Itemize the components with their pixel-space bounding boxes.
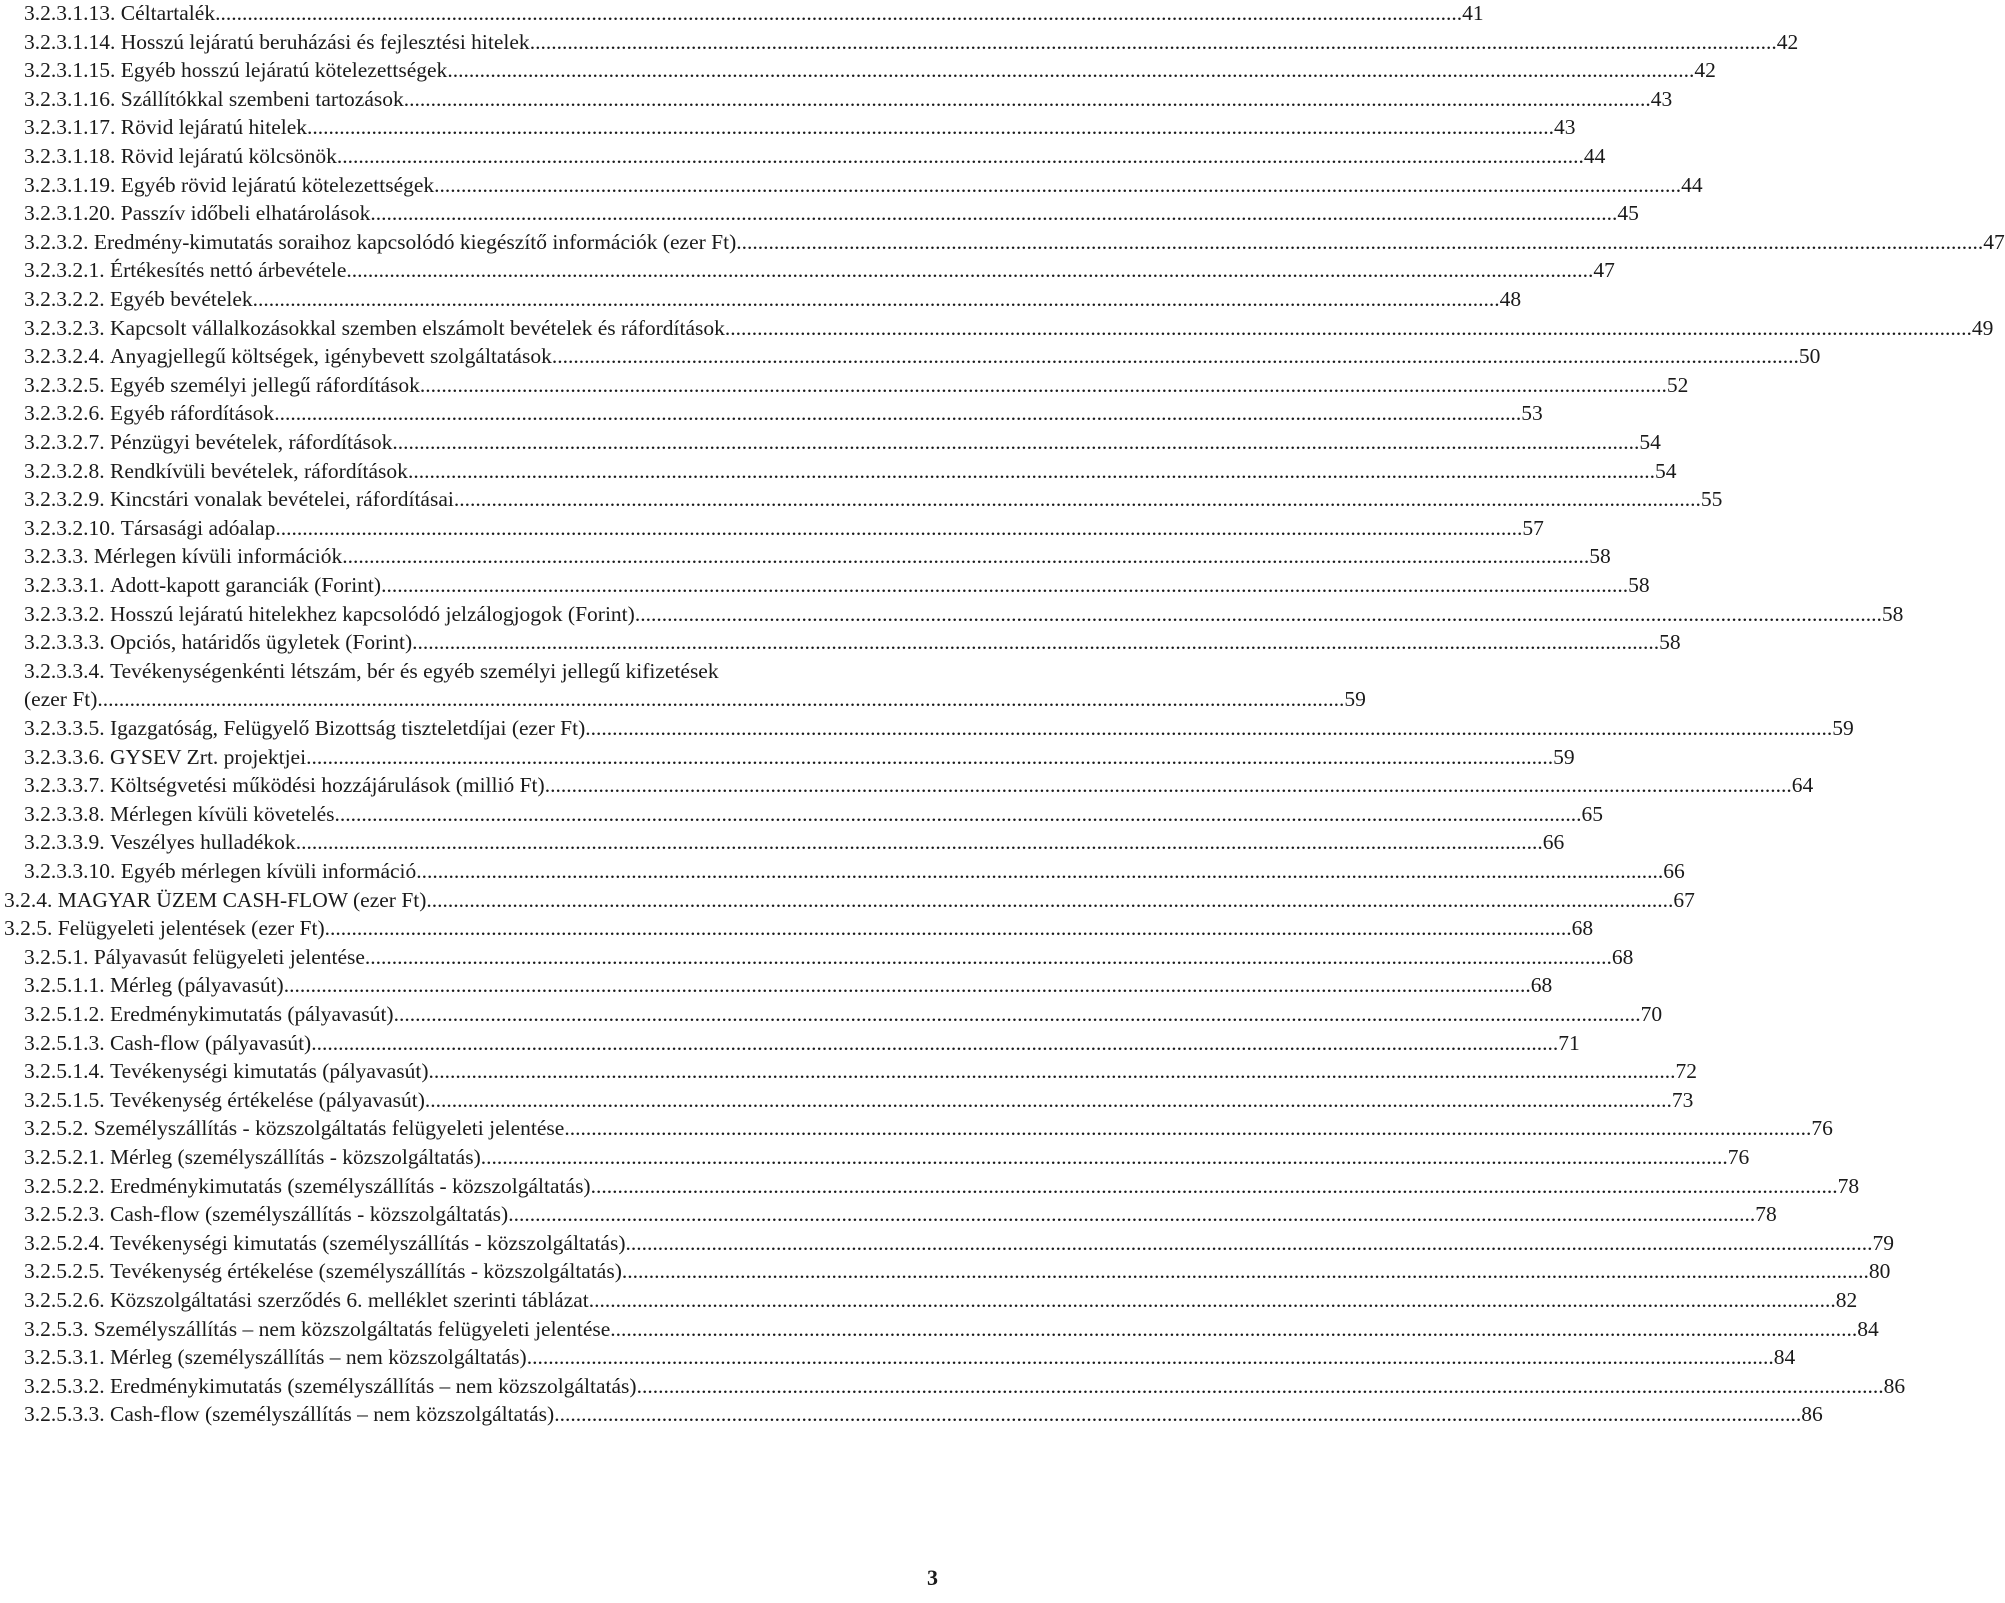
toc-entry-page: 55 [1700,487,1723,512]
dot-leader [545,772,1792,798]
toc-entry-title: Felügyeleti jelentések (ezer Ft) [57,916,325,941]
toc-entry-number: 3.2.5. [4,916,53,941]
toc-entry-title: Anyagjellegű költségek, igénybevett szolgáltatások [110,344,552,369]
toc-entry-number: 3.2.3.1.16. [24,86,116,111]
toc-entry-title: Tevékenység értékelése (pályavasút) [110,1087,425,1112]
dot-leader [591,1173,1838,1199]
toc-entry-title: Rendkívüli bevételek, ráfordítások [110,458,408,483]
dot-leader [429,1058,1676,1084]
toc-entry-title: Mérlegen kívüli információk [93,544,343,569]
toc-entry-title: Egyéb mérlegen kívüli információ [120,859,417,883]
toc-entry-title: Társasági adóalap [120,515,276,540]
toc-entry-number: 3.2.4. [4,887,53,912]
toc-entry-title: Egyéb személyi jellegű ráfordítások [110,372,420,397]
toc-entry-number: 3.2.5.2.2. [24,1173,105,1198]
toc-entry-page: 54 [1639,430,1661,454]
toc-entry-number: 3.2.5.1. [24,944,89,969]
toc-entry-page: 86 [1883,1373,1906,1398]
dot-leader [508,1201,1755,1227]
toc-entry-number: 3.2.5.3.3. [24,1402,105,1427]
toc-entry-title: Hosszú lejáratú beruházási és fejlesztési hitelek [120,29,530,54]
toc-entry-title-continuation: (ezer Ft) [24,687,98,712]
dot-leader [585,715,1832,741]
toc-entry-page: 84 [1773,1345,1796,1370]
toc-entry-title: Egyéb bevételek [110,287,253,311]
toc-entry-number: 3.2.3.1.14. [24,29,116,54]
toc-entry-number: 3.2.5.3.1. [24,1345,105,1370]
toc-entry-title: Cash-flow (személyszállítás – nem közszolgáltatás) [110,1402,555,1427]
toc-entry-number: 3.2.5.2.3. [24,1202,105,1227]
dot-leader [97,686,1344,712]
toc-entry-page: 43 [1554,115,1576,140]
toc-entry-page: 43 [1650,86,1673,111]
toc-entry-number: 3.2.3.2.9. [24,487,105,512]
toc-entry-title: Mérleg (pályavasút) [110,973,284,998]
toc-entry-number: 3.2.3.3.6. [24,744,105,769]
dot-leader [370,200,1617,226]
toc-entry-page: 73 [1671,1087,1694,1112]
toc-entry-title: Kapcsolt vállalkozásokkal szemben elszámolt bevételek és ráfordítások [110,315,725,340]
toc-entry-title: Egyéb ráfordítások [110,401,275,426]
dot-leader [736,229,1983,255]
toc-entry-number: 3.2.5.2.5. [24,1259,105,1284]
toc-entry-page: 79 [1872,1230,1895,1255]
dot-leader [725,315,1972,341]
toc-entry-number: 3.2.5.1.1. [24,973,105,998]
dot-leader [610,1316,1857,1342]
toc-entry-number: 3.2.3.3.9. [24,830,105,855]
toc-entry-title: Kincstári vonalak bevételei, ráfordításai [110,487,454,512]
toc-entry-title: Közszolgáltatási szerződés 6. melléklet szerinti táblázat [110,1288,589,1312]
toc-entry-page: 42 [1776,29,1799,54]
toc-entry-title: Tevékenységenkénti létszám, bér és egyéb személyi jellegű kifizetések [110,658,719,683]
toc-entry-number: 3.2.3.1.13. [24,1,116,25]
toc-entry-page: 59 [1344,687,1366,712]
toc-entry-title: Tevékenységi kimutatás (személyszállítás - közszolgáltatás) [110,1230,626,1255]
toc-entry-page: 44 [1583,144,1606,168]
toc-entry-page: 68 [1571,916,1594,941]
dot-leader [626,1230,1873,1256]
dot-leader [337,143,1584,169]
toc-entry-title: Rövid lejáratú hitelek [120,115,308,140]
toc-entry-title: Igazgatóság, Felügyelő Bizottság tiszteletdíjai (ezer Ft) [110,716,586,740]
toc-entry-title: Tevékenységi kimutatás (pályavasút) [110,1059,429,1084]
toc-entry-title: Mérlegen kívüli követelés [110,801,335,826]
toc-entry-title: Személyszállítás - közszolgáltatás felügyeleti jelentése [93,1116,565,1141]
toc-entry-title: Passzív időbeli elhatárolások [120,201,371,226]
page-number: 3 [927,1565,938,1590]
toc-entry-page: 45 [1617,201,1639,226]
toc-entry-title: Veszélyes hulladékok [110,830,296,855]
toc-entry-page: 48 [1499,287,1522,311]
dot-leader [530,29,1777,55]
dot-leader [552,343,1799,369]
toc-entry-number: 3.2.3.1.17. [24,115,116,140]
dot-leader [381,572,1628,598]
toc-entry-number: 3.2.3.2.3. [24,315,105,340]
toc-entry-number: 3.2.3.3.8. [24,801,105,826]
dot-leader [392,429,1639,455]
dot-leader [325,915,1572,941]
dot-leader [335,801,1582,827]
toc-entry-number: 3.2.5.2.1. [24,1145,105,1169]
dot-leader [306,744,1553,770]
toc-entry-title: Egyéb rövid lejáratú kötelezettségek [120,172,435,197]
toc-entry-page: 57 [1522,515,1544,540]
dot-leader [416,858,1663,884]
toc-entry-title: Pénzügyi bevételek, ráfordítások [110,430,393,454]
toc-entry-title: Eredménykimutatás (pályavasút) [110,1002,394,1026]
toc-entry-number: 3.2.3.3. [24,544,89,569]
toc-entry-title: Költségvetési működési hozzájárulások (millió Ft) [110,773,545,798]
toc-entry-number: 3.2.3.3.4. [24,658,105,683]
toc-entry-title: Rövid lejáratú kölcsönök [120,144,337,168]
toc-entry-page: 42 [1694,58,1716,83]
toc-entry-page: 76 [1727,1145,1750,1169]
toc-entry-number: 3.2.5.2.6. [24,1288,105,1312]
toc-entry-title: Eredmény-kimutatás soraihoz kapcsolódó kiegészítő információk (ezer Ft) [93,229,737,254]
dot-leader [253,286,1500,312]
toc-entry-number: 3.2.5.1.4. [24,1059,105,1084]
toc-entry-title: Adott-kapott garanciák (Forint) [110,573,382,597]
toc-entry-page: 58 [1589,544,1611,569]
toc-entry-page: 72 [1675,1059,1698,1084]
toc-entry-number: 3.2.3.2.6. [24,401,105,426]
toc-entry-page: 54 [1654,458,1677,483]
dot-leader [426,887,1673,913]
toc-entry-number: 3.2.3.3.3. [24,630,105,655]
toc-entry-number: 3.2.3.2. [24,229,89,254]
toc-entry-number: 3.2.3.2.10. [24,515,116,540]
toc-entry-title: Opciós, határidős ügyletek (Forint) [110,630,413,655]
toc-entry-number: 3.2.5.1.5. [24,1087,105,1112]
dot-leader [342,543,1589,569]
toc-entry-number: 3.2.3.3.1. [24,573,105,597]
toc-entry-number: 3.2.3.1.15. [24,58,116,83]
toc-entry-page: 82 [1835,1288,1858,1312]
dot-leader [622,1258,1869,1284]
dot-leader [447,57,1694,83]
dot-leader [425,1087,1672,1113]
toc-entry-page: 78 [1837,1173,1860,1198]
toc-entry-number: 3.2.3.2.1. [24,258,105,283]
toc-entry-page: 58 [1659,630,1681,655]
toc-entry-page: 64 [1791,773,1814,798]
dot-leader [215,0,1462,26]
toc-entry-title: Céltartalék [120,1,216,25]
toc-entry-title: Cash-flow (személyszállítás - közszolgáltatás) [110,1202,509,1227]
toc-entry-title: Pályavasút felügyeleti jelentése [93,944,365,969]
toc-entry-number: 3.2.5.1.2. [24,1002,105,1026]
dot-leader [296,829,1543,855]
toc-entry-number: 3.2.3.3.2. [24,601,105,626]
toc-entry-number: 3.2.3.2.4. [24,344,105,369]
toc-entry-number: 3.2.5.3.2. [24,1373,105,1398]
dot-leader [527,1344,1774,1370]
dot-leader [307,114,1554,140]
toc-entry-page: 66 [1542,830,1565,855]
toc-entry-page: 76 [1811,1116,1833,1141]
toc-entry-title: MAGYAR ÜZEM CASH-FLOW (ezer Ft) [57,887,427,912]
dot-leader [365,944,1612,970]
toc-entry-title: Tevékenység értékelése (személyszállítás - közszolgáltatás) [110,1259,622,1284]
dot-leader [589,1287,1836,1313]
toc-entry-page: 68 [1530,973,1553,998]
toc-entry-number: 3.2.3.3.7. [24,773,105,798]
toc-entry-page: 80 [1868,1259,1891,1284]
dot-leader [434,172,1681,198]
dot-leader [454,486,1701,512]
dot-leader [275,515,1522,541]
toc-entry-title: Értékesítés nettó árbevétele [110,258,347,283]
toc-entry-title: Eredménykimutatás (személyszállítás - közszolgáltatás) [110,1173,591,1198]
toc-entry-number: 3.2.5.2. [24,1116,89,1141]
toc-entry-title: GYSEV Zrt. projektjei [110,744,307,769]
dot-leader [420,372,1667,398]
toc-entry-page: 52 [1666,372,1689,397]
toc-entry-title: Hosszú lejáratú hitelekhez kapcsolódó jelzálogjogok (Forint) [110,601,635,626]
toc-entry-number: 3.2.3.2.8. [24,458,105,483]
dot-leader [412,629,1659,655]
toc-entry-page: 86 [1801,1402,1823,1427]
toc-entry-page: 59 [1832,716,1854,740]
toc-entry-number: 3.2.3.1.18. [24,144,116,168]
toc-entry-page: 53 [1521,401,1543,426]
toc-entry-page: 68 [1611,944,1634,969]
toc-entry-page: 47 [1983,229,2005,254]
toc-entry-page: 84 [1857,1316,1879,1341]
toc-entry-title: Cash-flow (pályavasút) [110,1030,312,1055]
toc-entry-page: 49 [1971,315,1994,340]
toc-entry-title: Személyszállítás – nem közszolgáltatás felügyeleti jelentése [93,1316,611,1341]
toc-entry-page: 50 [1798,344,1821,369]
dot-leader [564,1115,1811,1141]
dot-leader [554,1401,1801,1427]
toc-entry-number: 3.2.5.1.3. [24,1030,105,1055]
toc-entry-number: 3.2.5.2.4. [24,1230,105,1255]
toc-entry-page: 47 [1593,258,1615,283]
toc-entry-number: 3.2.3.3.10. [24,859,116,883]
toc-entry-page: 58 [1881,601,1904,626]
toc-entry-title: Egyéb hosszú lejáratú kötelezettségek [120,58,448,83]
toc-entry-page: 58 [1628,573,1650,597]
dot-leader [346,257,1593,283]
toc-entry-number: 3.2.3.3.5. [24,716,105,740]
dot-leader [408,458,1655,484]
toc-entry-number: 3.2.3.2.7. [24,430,105,454]
toc-entry-page: 41 [1462,1,1484,25]
toc-entry-page: 59 [1553,744,1575,769]
toc-entry-page: 66 [1663,859,1685,883]
toc-entry-page: 78 [1755,1202,1777,1227]
toc-entry-page: 67 [1673,887,1695,912]
toc-entry-number: 3.2.3.1.20. [24,201,116,226]
toc-entry-page: 65 [1581,801,1603,826]
toc-entry-title: Eredménykimutatás (személyszállítás – nem közszolgáltatás) [110,1373,637,1398]
toc-entry-page: 70 [1640,1002,1663,1026]
toc-entry-number: 3.2.3.2.2. [24,287,105,311]
dot-leader [394,1001,1641,1027]
toc-entry-title: Mérleg (személyszállítás – nem közszolgáltatás) [110,1345,527,1370]
dot-leader [635,601,1882,627]
dot-leader [274,400,1521,426]
toc-entry-number: 3.2.5.3. [24,1316,89,1341]
dot-leader [637,1373,1884,1399]
toc-entry-page: 71 [1558,1030,1580,1055]
toc-entry-title: Mérleg (személyszállítás - közszolgáltatás) [110,1145,481,1169]
dot-leader [481,1144,1728,1170]
toc-entry-number: 3.2.3.2.5. [24,372,105,397]
toc-entry-page: 44 [1681,172,1703,197]
toc-entry-title: Szállítókkal szembeni tartozások [120,86,404,111]
dot-leader [284,972,1531,998]
toc-entry-number: 3.2.3.1.19. [24,172,116,197]
dot-leader [311,1030,1558,1056]
dot-leader [404,86,1651,112]
